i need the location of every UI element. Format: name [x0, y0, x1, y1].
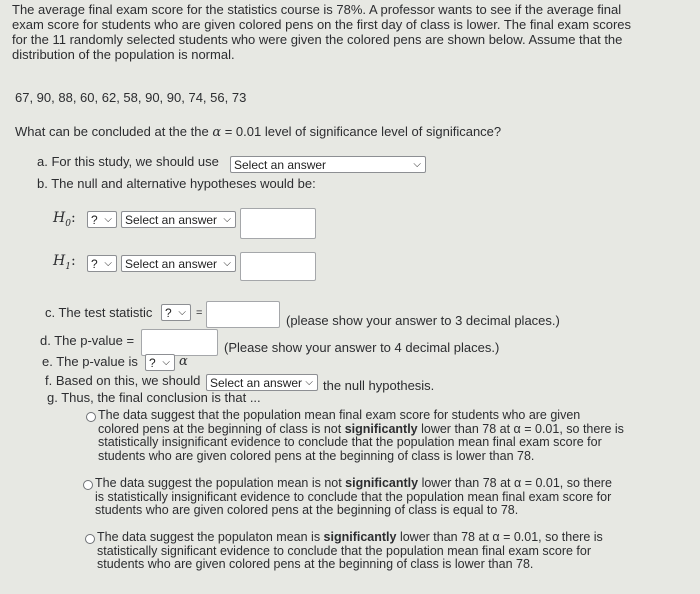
h1-operator-select[interactable]: [87, 255, 117, 272]
chevron-down-icon: ⌵: [305, 377, 313, 388]
h0-parameter-select[interactable]: [121, 211, 236, 228]
h-subscript: 0: [65, 218, 71, 229]
select-value: Select an answer: [125, 213, 218, 227]
h0-operator-select[interactable]: [87, 211, 117, 228]
h0-value-input[interactable]: [240, 208, 316, 239]
chevron-down-icon: ⌵: [104, 214, 112, 225]
part-d-label: d. The p-value =: [40, 333, 135, 348]
option-line: statistically significant evidence to conclude that the population mean final exam score for: [97, 543, 592, 558]
option-text: The data suggest the population mean is not: [95, 476, 346, 490]
chevron-down-icon: ⌵: [223, 214, 231, 225]
test-statistic-input[interactable]: [206, 301, 280, 328]
option-line: is statistically insignificant evidence to conclude that the population mean final exam score for: [95, 489, 612, 504]
radio-button-icon[interactable]: [86, 412, 96, 422]
question-suffix: = 0.01 level of significance level of significance?: [224, 124, 502, 139]
p-value-hint: (Please show your answer to 4 decimal places.): [224, 340, 500, 355]
intro-line: for the 11 randomly selected students who were given the colored pens are shown below. Assume that the: [12, 32, 623, 47]
chevron-down-icon: ⌵: [104, 258, 112, 269]
chevron-down-icon: ⌵: [223, 258, 231, 269]
h1-label: [53, 253, 76, 275]
colon: :: [70, 210, 76, 226]
alpha-symbol: α: [179, 354, 188, 369]
study-type-select[interactable]: [230, 156, 426, 173]
option-line: [95, 477, 655, 491]
select-value: ?: [149, 356, 156, 370]
equals-sign: =: [196, 307, 203, 319]
h1-value-input[interactable]: [240, 252, 316, 281]
test-statistic-hint: (please show your answer to 3 decimal places.): [286, 313, 560, 328]
part-c-label: c. The test statistic: [45, 305, 153, 320]
option-bold-text: significantly: [344, 421, 418, 436]
option-line: [98, 423, 658, 437]
option-line: [97, 531, 657, 545]
h-subscript: 1: [65, 261, 71, 272]
data-values: 67, 90, 88, 60, 62, 58, 90, 90, 74, 56, 73: [15, 90, 247, 105]
option-line: students who are given colored pens at the beginning of class is lower than 78.: [98, 448, 535, 463]
question-prefix: What can be concluded at the the: [15, 124, 209, 139]
option-line: The data suggest that the population mean final exam score for students who are given: [98, 408, 581, 422]
h0-label: [53, 210, 76, 232]
part-e-label: e. The p-value is: [42, 354, 138, 369]
option-text: The data suggest the populaton mean is: [97, 530, 324, 544]
part-g-label: g. Thus, the final conclusion is that ...: [47, 390, 261, 405]
part-a-label: a. For this study, we should use: [37, 154, 219, 169]
select-value: Select an answer: [125, 257, 218, 271]
chevron-down-icon: ⌵: [178, 307, 186, 318]
problem-intro: [12, 2, 692, 62]
option-text: lower than 78 at α = 0.01, so there: [418, 476, 612, 490]
intro-line: distribution of the population is normal.: [12, 47, 235, 62]
intro-line: The average final exam score for the statistics course is 78%. A professor wants to see if the average final: [12, 2, 622, 17]
conclusion-option-2[interactable]: [95, 477, 655, 518]
radio-button-icon[interactable]: [85, 534, 95, 544]
option-line: statistically insignificant evidence to conclude that the population mean final exam score for: [98, 435, 602, 449]
h-symbol: H: [53, 210, 66, 226]
select-value: ?: [165, 306, 172, 320]
part-f-suffix: the null hypothesis.: [323, 378, 435, 393]
chevron-down-icon: ⌵: [162, 357, 170, 368]
option-bold-text: significantly: [323, 530, 397, 544]
select-value: ?: [91, 213, 98, 227]
option-text: lower than 78 at α = 0.01, so there is: [396, 530, 603, 544]
option-text: colored pens at the beginning of class is not: [98, 421, 345, 436]
p-value-comparison-select[interactable]: [145, 354, 175, 371]
conclusion-option-1[interactable]: [98, 409, 658, 463]
decision-select[interactable]: [206, 374, 318, 391]
h1-parameter-select[interactable]: [121, 255, 236, 272]
part-f-label: f. Based on this, we should: [45, 373, 201, 388]
h-symbol: H: [53, 253, 66, 269]
question-text: [15, 124, 501, 141]
intro-line: exam score for students who are given colored pens on the first day of class is lower. The final exam scores: [12, 17, 632, 32]
part-b-label: b. The null and alternative hypotheses would be:: [37, 176, 316, 191]
option-line: students who are given colored pens at the beginning of class is lower than 78.: [97, 557, 534, 571]
p-value-input[interactable]: [141, 329, 218, 356]
select-value: Select an answer: [210, 376, 303, 390]
option-bold-text: significantly: [345, 476, 419, 490]
conclusion-option-3[interactable]: [97, 531, 657, 572]
colon: :: [70, 253, 76, 269]
radio-button-icon[interactable]: [83, 480, 93, 490]
chevron-down-icon: ⌵: [413, 159, 421, 170]
alpha-symbol: α: [212, 125, 222, 140]
option-line: students who are given colored pens at the beginning of class is equal to 78.: [95, 503, 519, 517]
select-value: Select an answer: [234, 158, 327, 172]
select-value: ?: [91, 257, 98, 271]
test-statistic-select[interactable]: [161, 304, 191, 321]
option-text: lower than 78 at α = 0.01, so there is: [417, 421, 624, 436]
